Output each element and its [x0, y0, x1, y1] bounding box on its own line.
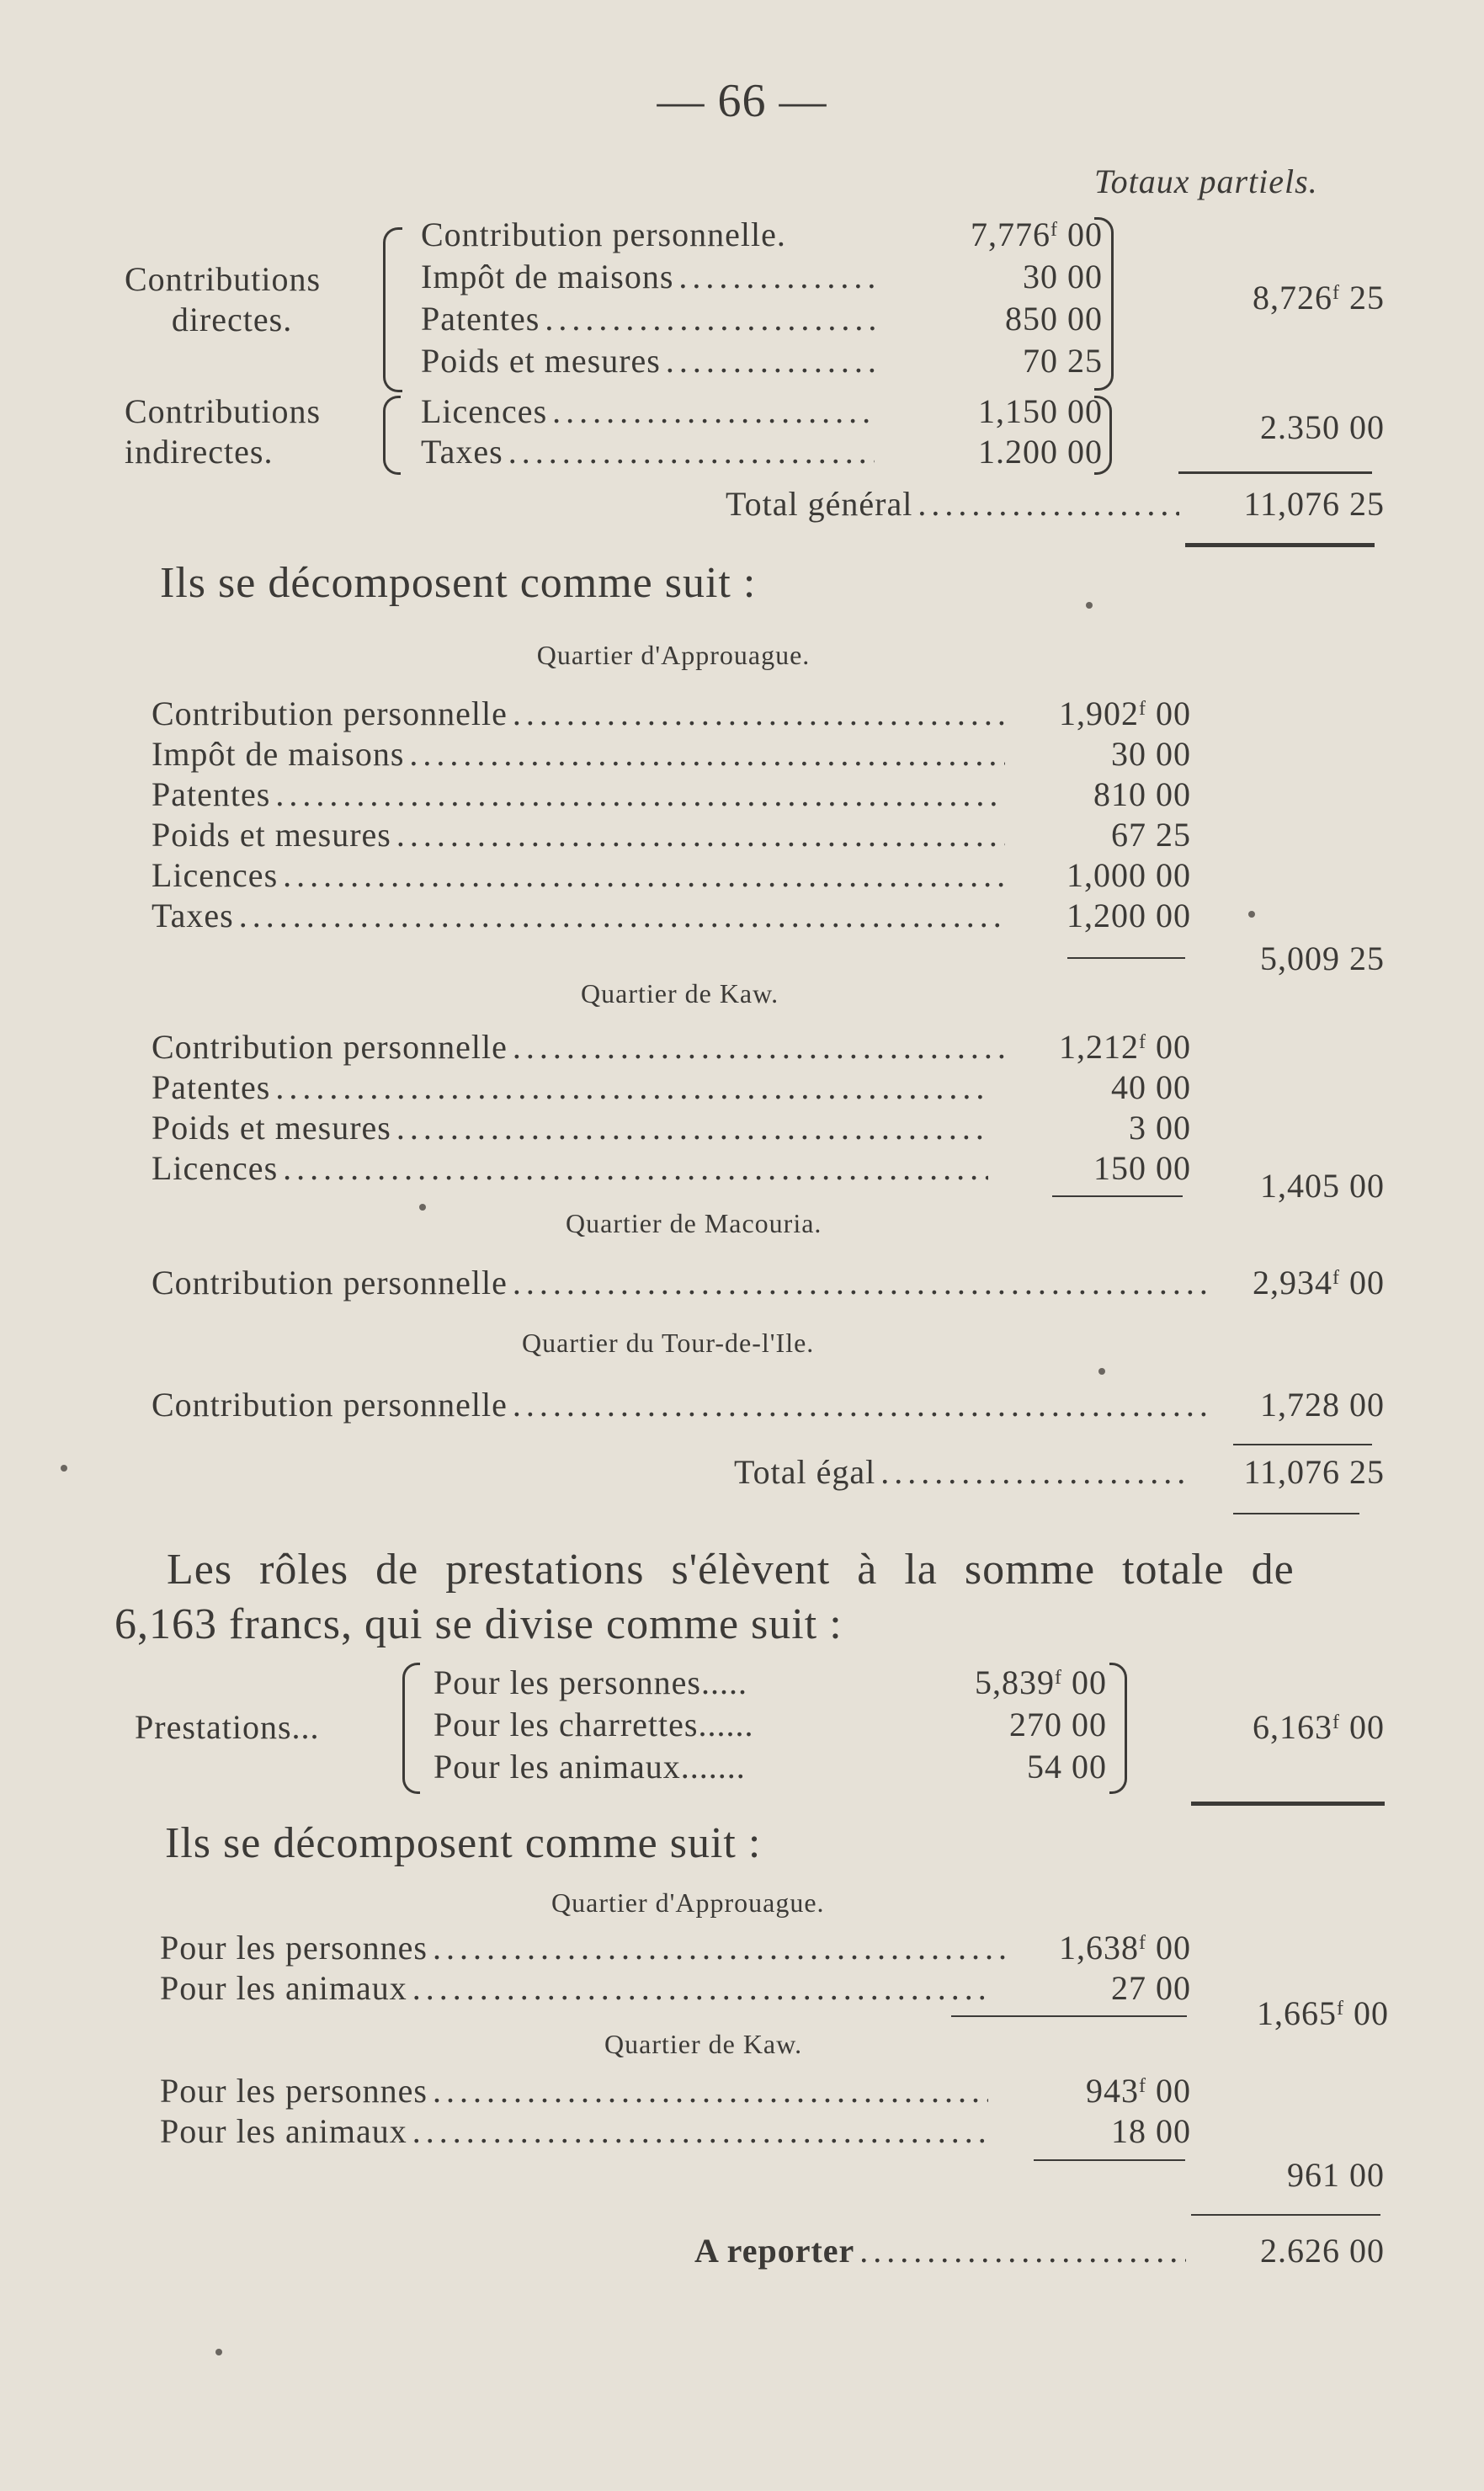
rule	[1052, 1195, 1183, 1197]
tour-de-ile-title: Quartier du Tour-de-l'Ile.	[522, 1328, 815, 1358]
leader-dots	[275, 774, 1005, 814]
kaw-2-row	[160, 2111, 993, 2151]
leader-dots	[409, 734, 1005, 774]
approuague-amount: 67 25	[1111, 816, 1191, 854]
rule	[1067, 957, 1185, 959]
decompose-heading: Ils se décomposent comme suit :	[160, 559, 757, 607]
prestations-item-amount: 54 00	[1027, 1748, 1107, 1786]
kaw-row-label: Licences	[152, 1149, 279, 1187]
prestations-paragraph-line-2: 6,163 francs, qui se divise comme suit :	[114, 1600, 843, 1648]
a-reporter-value: 2.626 00	[1260, 2232, 1385, 2270]
directes-amount: 850 00	[1005, 300, 1103, 338]
indirectes-row-label: Taxes	[421, 433, 503, 471]
approuague-2-row-label: Pour les personnes	[160, 1929, 428, 1967]
approuague-row-label: Poids et mesures	[152, 816, 391, 854]
leader-dots	[552, 391, 875, 431]
approuague-2-row	[160, 1928, 1010, 1967]
kaw-row	[152, 1148, 993, 1188]
leader-dots	[513, 1385, 1207, 1424]
kaw-amount: 1,212$^f$ 00	[1059, 1028, 1191, 1066]
indirectes-row-label: Licences	[421, 392, 548, 430]
leader-dots	[918, 484, 1179, 524]
rule	[1191, 2214, 1380, 2216]
page-number: — 66 —	[657, 75, 827, 127]
rule	[1178, 471, 1372, 474]
tour-de-ile-row	[152, 1385, 1212, 1424]
rule	[1233, 1444, 1372, 1445]
prestations-total: 6,163$^f$ 00	[1253, 1708, 1385, 1746]
indirectes-right-brace	[1094, 396, 1112, 475]
approuague-2-row	[160, 1968, 993, 2008]
approuague-row	[152, 774, 1010, 814]
macouria-title: Quartier de Macouria.	[566, 1208, 822, 1238]
prestations-item-amount: 270 00	[1009, 1706, 1107, 1743]
prestations-item-label: Pour les charrettes......	[433, 1706, 754, 1743]
directes-row	[421, 215, 880, 254]
directes-right-brace	[1094, 217, 1114, 391]
kaw-subtotal: 1,405 00	[1260, 1167, 1385, 1205]
directes-left-brace	[383, 227, 402, 392]
approuague-row	[152, 734, 1010, 774]
approuague-amount: 810 00	[1093, 775, 1191, 813]
total-general-row	[726, 484, 1184, 524]
a-reporter-row	[694, 2231, 1191, 2270]
indirectes-label-2: indirectes.	[125, 433, 274, 471]
a-reporter-label: A reporter	[694, 2232, 855, 2270]
kaw-2-row-label: Pour les animaux	[160, 2112, 407, 2150]
rule	[1191, 1802, 1385, 1806]
prestations-item-label: Pour les personnes.....	[433, 1663, 747, 1701]
indirectes-amount: 1.200 00	[978, 433, 1103, 471]
approuague-2-amount: 27 00	[1111, 1969, 1191, 2007]
indirectes-amount: 1,150 00	[978, 392, 1103, 430]
approuague-2-title: Quartier d'Approuague.	[551, 1887, 825, 1918]
directes-row-label: Contribution personnelle.	[421, 216, 786, 253]
directes-total: 8,726$^f$ 25	[1253, 279, 1385, 317]
scan-speck	[1086, 602, 1093, 609]
total-general-label: Total général	[726, 485, 913, 523]
kaw-row	[152, 1027, 1010, 1067]
approuague-amount: 1,902$^f$ 00	[1059, 695, 1191, 732]
approuague-subtotal: 5,009 25	[1260, 939, 1385, 977]
approuague-row	[152, 815, 1010, 854]
approuague-row-label: Impôt de maisons	[152, 735, 405, 773]
scan-speck	[61, 1465, 67, 1472]
leader-dots	[283, 1148, 988, 1188]
kaw-amount: 150 00	[1093, 1149, 1191, 1187]
leader-dots	[239, 896, 1005, 935]
approuague-row-label: Patentes	[152, 775, 271, 813]
directes-row	[421, 299, 880, 338]
kaw-row-label: Poids et mesures	[152, 1109, 391, 1147]
approuague-row-label: Contribution personnelle	[152, 695, 508, 732]
approuague-row-label: Licences	[152, 856, 279, 894]
kaw-amount: 3 00	[1129, 1109, 1191, 1147]
approuague-2-subtotal: 1,665$^f$ 00	[1257, 1994, 1389, 2032]
kaw-2-amount: 18 00	[1111, 2112, 1191, 2150]
kaw-2-subtotal: 961 00	[1287, 2156, 1385, 2194]
directes-amount: 30 00	[1023, 258, 1103, 295]
leader-dots	[513, 694, 1005, 733]
kaw-row	[152, 1108, 993, 1147]
approuague-row	[152, 694, 1010, 733]
scan-speck	[1098, 1368, 1105, 1375]
approuague-amount: 1,000 00	[1066, 856, 1191, 894]
leader-dots	[513, 1263, 1207, 1302]
leader-dots	[412, 1968, 988, 2008]
kaw-row-label: Contribution personnelle	[152, 1028, 508, 1066]
decompose-heading-2: Ils se décomposent comme suit :	[165, 1819, 762, 1867]
tour-de-ile-amount: 1,728 00	[1260, 1386, 1385, 1424]
prestations-left-brace	[402, 1663, 420, 1794]
total-egal-label: Total égal	[734, 1453, 876, 1491]
leader-dots	[880, 1452, 1183, 1492]
kaw-2-amount: 943$^f$ 00	[1086, 2072, 1191, 2110]
rule	[1185, 543, 1375, 547]
rule	[1034, 2159, 1185, 2161]
approuague-amount: 1,200 00	[1066, 897, 1191, 934]
scan-speck	[215, 2349, 222, 2355]
directes-row-label: Impôt de maisons	[421, 258, 674, 295]
approuague-title: Quartier d'Approuague.	[536, 640, 811, 670]
kaw-amount: 40 00	[1111, 1068, 1191, 1106]
total-general-value: 11,076 25	[1243, 485, 1385, 523]
approuague-amount: 30 00	[1111, 735, 1191, 773]
kaw-2-row-label: Pour les personnes	[160, 2072, 428, 2110]
leader-dots	[275, 1067, 988, 1107]
approuague-2-row-label: Pour les animaux	[160, 1969, 407, 2007]
tour-de-ile-row-label: Contribution personnelle	[152, 1386, 508, 1424]
totaux-partiels-header: Totaux partiels.	[1094, 162, 1318, 200]
leader-dots	[396, 1108, 988, 1147]
prestations-label: Prestations...	[135, 1708, 320, 1746]
prestations-item-label: Pour les animaux.......	[433, 1748, 746, 1786]
directes-row-label: Patentes	[421, 300, 540, 338]
indirectes-label-1: Contributions	[125, 392, 322, 430]
leader-dots	[666, 341, 875, 381]
approuague-row-label: Taxes	[152, 897, 234, 934]
scan-speck	[419, 1204, 426, 1211]
kaw-row	[152, 1067, 993, 1107]
leader-dots	[545, 299, 875, 338]
leader-dots	[508, 432, 875, 471]
rule	[951, 2015, 1187, 2017]
directes-row	[421, 257, 880, 296]
directes-amount: 7,776$^f$ 00	[971, 216, 1103, 253]
leader-dots	[678, 257, 875, 296]
approuague-row	[152, 855, 1010, 895]
prestations-item-amount: 5,839$^f$ 00	[975, 1663, 1107, 1701]
leader-dots	[412, 2111, 988, 2151]
directes-amount: 70 25	[1023, 342, 1103, 380]
indirectes-left-brace	[383, 396, 401, 475]
indirectes-total: 2.350 00	[1260, 408, 1385, 446]
prestations-paragraph-line-1: Les rôles de prestations s'élèvent à la somme totale de	[167, 1546, 1295, 1594]
directes-label-2: directes.	[171, 301, 293, 338]
directes-row	[421, 341, 880, 381]
rule	[1233, 1513, 1359, 1514]
approuague-row	[152, 896, 1010, 935]
leader-dots	[283, 855, 1005, 895]
directes-row-label: Poids et mesures	[421, 342, 661, 380]
leader-dots	[433, 2071, 988, 2110]
macouria-amount: 2,934$^f$ 00	[1253, 1264, 1385, 1301]
kaw-row-label: Patentes	[152, 1068, 271, 1106]
directes-label-1: Contributions	[125, 260, 322, 298]
prestations-right-brace	[1109, 1663, 1127, 1794]
macouria-row	[152, 1263, 1212, 1302]
approuague-2-amount: 1,638$^f$ 00	[1059, 1929, 1191, 1967]
kaw-2-row	[160, 2071, 993, 2110]
leader-dots	[859, 2231, 1186, 2270]
total-egal-value: 11,076 25	[1243, 1453, 1385, 1491]
leader-dots	[513, 1027, 1005, 1067]
indirectes-row	[421, 432, 880, 471]
scan-speck	[1248, 911, 1255, 918]
leader-dots	[433, 1928, 1005, 1967]
leader-dots	[396, 815, 1005, 854]
indirectes-row	[421, 391, 880, 431]
kaw-title: Quartier de Kaw.	[581, 978, 779, 1009]
macouria-row-label: Contribution personnelle	[152, 1264, 508, 1301]
total-egal-row	[734, 1452, 1189, 1492]
kaw-2-title: Quartier de Kaw.	[604, 2029, 803, 2059]
